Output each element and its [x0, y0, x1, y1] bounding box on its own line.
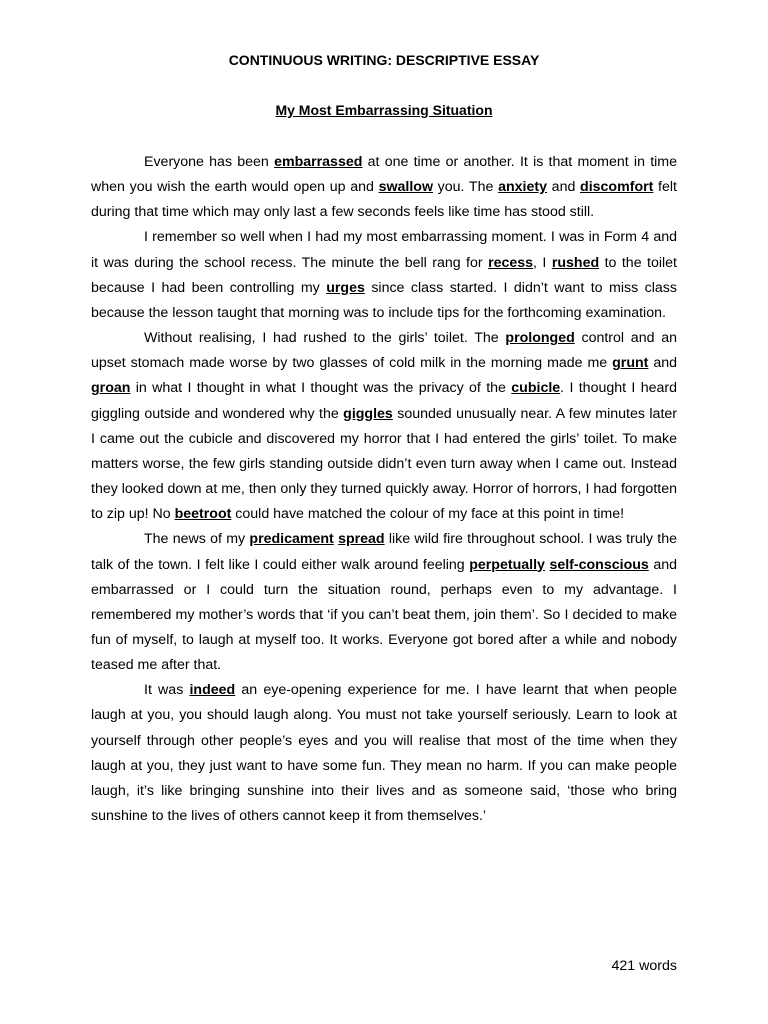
- word-count: 421 words: [611, 958, 677, 974]
- vocabulary-keyword: cubicle: [511, 380, 561, 397]
- paragraph-text: , I: [533, 254, 552, 271]
- vocabulary-keyword: spread: [338, 531, 385, 548]
- paragraph-text: Everyone has been: [144, 154, 275, 170]
- paragraph-text: to the toilet because I had been controlling my: [91, 254, 677, 296]
- essay-paragraph: [91, 678, 677, 829]
- essay-paragraph: [91, 225, 677, 326]
- vocabulary-keyword: beetroot: [174, 506, 232, 523]
- paragraph-text: could have matched the colour of my face at this point in time!: [231, 506, 625, 523]
- essay-body: [91, 150, 677, 829]
- essay-paragraph: [91, 527, 677, 678]
- vocabulary-keyword: groan: [91, 380, 131, 397]
- document-title: CONTINUOUS WRITING: DESCRIPTIVE ESSAY: [228, 52, 540, 68]
- paragraph-text: at one time or another. It is that moment in time when you wish the earth would open up and: [91, 154, 677, 196]
- paragraph-text: and embarrassed or I could turn the situation round, perhaps even to my advantage. I remembered my mother’s words that ‘if you can’t beat them, join them’. So I decided to make fun of myself, to laugh at myself too. It works. Everyone got bored after a while and nobody teased me after that.: [91, 556, 677, 674]
- vocabulary-keyword: giggles: [343, 405, 393, 422]
- vocabulary-keyword: anxiety: [498, 179, 547, 196]
- vocabulary-keyword: urges: [326, 279, 365, 296]
- essay-title: [0, 102, 768, 118]
- vocabulary-keyword: rushed: [551, 254, 600, 271]
- vocabulary-keyword: discomfort: [580, 179, 654, 196]
- vocabulary-keyword: self-conscious: [549, 556, 649, 573]
- paragraph-text: felt during that time which may only last a few seconds feels like time has stood still.: [91, 179, 677, 221]
- essay-paragraph: [91, 326, 677, 527]
- paragraph-text: control and an upset stomach made worse by two glasses of cold milk in the morning made me: [91, 330, 677, 372]
- vocabulary-keyword: embarrassed: [274, 154, 363, 170]
- essay-paragraph: [91, 150, 677, 225]
- paragraph-text: since class started. I didn’t want to miss class because the lesson taught that morning was to include tips for the forthcoming examination.: [91, 279, 677, 321]
- paragraph-text: It was: [144, 682, 190, 699]
- paragraph-text: you. The: [432, 179, 499, 196]
- paragraph-text: I remember so well when I had my most embarrassing moment. I was in Form 4 and it was during the school recess. The minute the bell rang for: [91, 229, 677, 271]
- vocabulary-keyword: perpetually: [469, 556, 545, 573]
- vocabulary-keyword: predicament: [249, 531, 334, 548]
- paragraph-text: an eye-opening experience for me. I have learnt that when people laugh at you, you should laugh along. You must not take yourself seriously. Learn to look at yourself through other people’s eyes and you will realise that most of the time when they laugh at you, they just want to have some fun. They mean no harm. If you can make people laugh, it’s like bringing sunshine into their lives and as someone said, ‘those who bring sunshine to the lives of others cannot keep it from themselves.’: [91, 682, 677, 825]
- paragraph-text: Without realising, I had rushed to the girls’ toilet. The: [144, 330, 506, 347]
- paragraph-text: . I thought I heard giggling outside and wondered why the: [91, 380, 677, 422]
- paragraph-text: like wild fire throughout school. I was truly the talk of the town. I felt like I could either walk around feeling: [91, 531, 677, 573]
- paragraph-text: in what I thought in what I thought was the privacy of the: [130, 380, 512, 397]
- vocabulary-keyword: prolonged: [505, 330, 575, 347]
- vocabulary-keyword: indeed: [189, 682, 236, 699]
- paragraph-text: and: [546, 179, 581, 196]
- vocabulary-keyword: swallow: [378, 179, 433, 196]
- vocabulary-keyword: grunt: [612, 355, 649, 372]
- paragraph-text: The news of my: [144, 531, 250, 548]
- paragraph-text: sounded unusually near. A few minutes later I came out the cubicle and discovered my horror that I had entered the girls’ toilet. To make matters worse, the few girls standing outside didn’t even turn away when I came out. Instead they looked down at me, then only they turned quickly away. Horror of horrors, I had forgotten to zip up! No: [91, 405, 677, 523]
- essay-title-text: My Most Embarrassing Situation: [275, 102, 493, 118]
- vocabulary-keyword: recess: [488, 254, 534, 271]
- paragraph-text: and: [648, 355, 677, 372]
